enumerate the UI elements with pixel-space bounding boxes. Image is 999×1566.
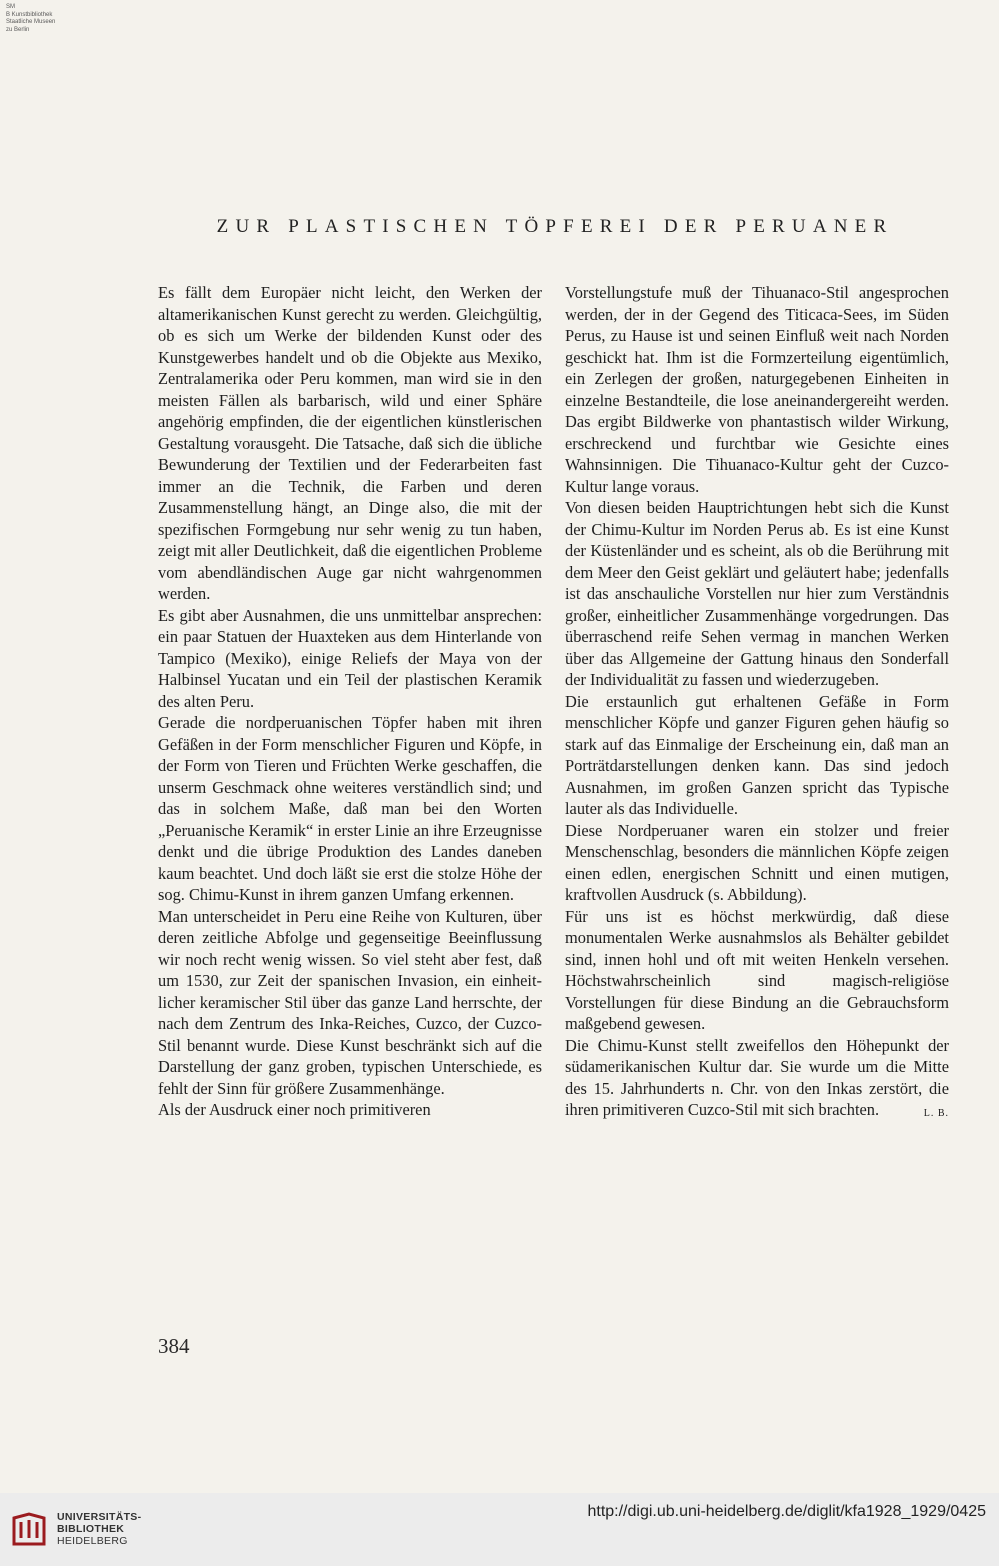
paragraph: Von diesen beiden Hauptrichtungen hebt sich die Kunst der Chimu-Kultur im Norden Perus ab. Es ist eine Kunst der Küstenländer und es scheint, als ob die Berührung mit dem Meer den Geist geklärt und geläutert habe; jedenfalls ist das anschauliche Vorstellen nur hier zum Verständnis großer, einheitlicher Zusammenhänge vorgedrungen. Das überraschend reife Sehen vermag in manchen Werken über das Allgemeine der Gattung hinaus den Sonderfall der Individualität zu fassen und wiederzugeben.: [565, 498, 949, 689]
university-library-logo-icon: [10, 1510, 48, 1548]
last-paragraph: [565, 1035, 949, 1121]
paragraph: Diese Nordperuaner waren ein stolzer und freier Menschenschlag, besonders die männlichen Köpfe zeigen einen edlen, energischen Schnitt und einen mutigen, kraftvollen Ausdruck (s. Abbildung).: [565, 820, 949, 904]
stamp-line: B Kunstbibliothek: [6, 11, 53, 18]
paragraph: Es fällt dem Europäer nicht leicht, den Werken der altamerikanischen Kunst gerecht zu werden. Gleichgültig, ob es sich um Werke der bildenden Kunst oder des Kunstgewerbes handelt und ob die Objekte aus Mexiko, Zentralamerika oder Peru kommen, man wird sie in den meisten Fällen als barbarisch, wild und einer Sphäre angehörig empfinden, die der eigentlichen künstlerischen Gestaltung vorausgeht. Die Tatsache, daß sich die übliche Bewunderung der Textilien und der Federarbeiten fast immer an die Technik, die Farben und deren Zusammenstellung hängt, an Dinge also, die mit der spezifischen Formgebung nur sehr wenig zu tun haben, zeigt mit aller Deutlichkeit, daß die eigentlichen Probleme vom abendländischen Auge gar nicht wahrgenommen werden.: [158, 283, 542, 603]
library-stamp: [6, 4, 116, 34]
source-url-link[interactable]: http://digi.ub.uni-heidelberg.de/diglit/kfa1928_1929/0425: [587, 1503, 986, 1520]
library-name-line: BIBLIOTHEK: [57, 1523, 125, 1535]
paragraph: Es gibt aber Ausnahmen, die uns unmittelbar ansprechen: ein paar Statuen der Huaxteken aus dem Hinterlande von Tampico (Mexiko), einige Reliefs der Maya von der Halbinsel Yucatan und ein Teil der plastischen Keramik des alten Peru.: [158, 605, 542, 711]
library-name-line: HEIDELBERG: [57, 1535, 128, 1547]
article-title: ZUR PLASTISCHEN TÖPFEREI DER PERUANER: [216, 216, 894, 237]
paragraph: Man unterscheidet in Peru eine Reihe von Kulturen, über deren zeitliche Abfolge und gegenseitige Beeinflussung wir noch recht wenig wissen. So viel steht aber fest, daß um 1530, zur Zeit der spanischen Invasion, ein einheitlicher keramischer Stil über das ganze Land herrschte, der nach dem Zentrum des Inka-Reiches, Cuzco, der Cuzco-Stil benannt wurde. Diese Kunst beschränkt sich auf die Darstellung der ganz groben, typischen Unterschiede, es fehlt der Sinn für größere Zusammenhänge.: [158, 906, 542, 1098]
stamp-line: SM: [6, 4, 15, 10]
library-name-line: UNIVERSITÄTS-: [57, 1511, 142, 1523]
author-initials: L. B.: [923, 1108, 949, 1119]
paragraph: Für uns ist es höchst merkwürdig, daß diese monumentalen Werke ausnahmslos als Behälter gebildet sind, innen hohl und oft mit weiten Henkeln versehen. Höchstwahrscheinlich sind magisch-religiöse Vorstellungen für diese Bindung an die Gebrauchsform maßgebend gewesen.: [565, 906, 949, 1033]
paragraph-text: Die Chimu-Kunst stellt zweifellos den Höhepunkt der südamerikanischen Kultur dar. Sie wurde um die Mitte des 15. Jahrhunderts n. Chr. von den Inkas zerstört, die ihren primitiveren Cuzco-Stil mit sich brachten.: [565, 1035, 949, 1119]
digitization-footer: [0, 1493, 999, 1566]
left-column: [158, 282, 542, 1121]
paragraph: Vorstellungstufe muß der Tihuanaco-Stil angesprochen werden, der in der Gegend des Titicaca-Sees, im Süden Perus, zu Hause ist und seinen Einfluß weit nach Norden geschickt hat. Ihm ist die Formzerteilung eigentümlich, ein Zerlegen der großen, naturgegebenen Einheiten in einzelne Bestandteile, die lose aneinandergereiht werden. Das ergibt Bildwerke von phantastisch wilder Wirkung, erschreckend und furchtbar wie Gesichte eines Wahnsinnigen. Die Tihuanaco-Kultur geht der Cuzco-Kultur lange voraus.: [565, 283, 949, 496]
stamp-line: Staatliche Museen: [6, 19, 56, 25]
right-column: [565, 282, 949, 1125]
paragraph: Die erstaunlich gut erhaltenen Gefäße in Form menschlicher Köpfe und ganzer Figuren gehen häufig so stark auf das Einmalige der Erscheinung ein, daß man an Porträtdarstellungen denken kann. Das sind jedoch Ausnahmen, im großen Ganzen spricht das Typische lauter als das Individuelle.: [565, 691, 949, 818]
page-number: 384: [158, 1334, 190, 1358]
paragraph: Als der Ausdruck einer noch primitiveren: [158, 1100, 431, 1119]
stamp-line: zu Berlin: [6, 26, 30, 33]
paragraph: Gerade die nordperuanischen Töpfer haben mit ihren Gefäßen in der Form menschlicher Figuren und Köpfe, in der Form von Tieren und Früchten Werke geschaffen, die unserm Geschmack ohne weiteres verständlich sind; und das in solchem Maße, daß man bei den Worten „Peruanische Keramik“ in erster Linie an ihre Erzeugnisse denkt und die übrige Produktion des Landes daneben kaum beachtet. Und doch läßt sie erst die stolze Höhe der sog. Chimu-Kunst in ihrem ganzen Umfang erkennen.: [158, 713, 542, 904]
library-name: [57, 1511, 141, 1547]
logo-shape: [14, 1514, 44, 1544]
